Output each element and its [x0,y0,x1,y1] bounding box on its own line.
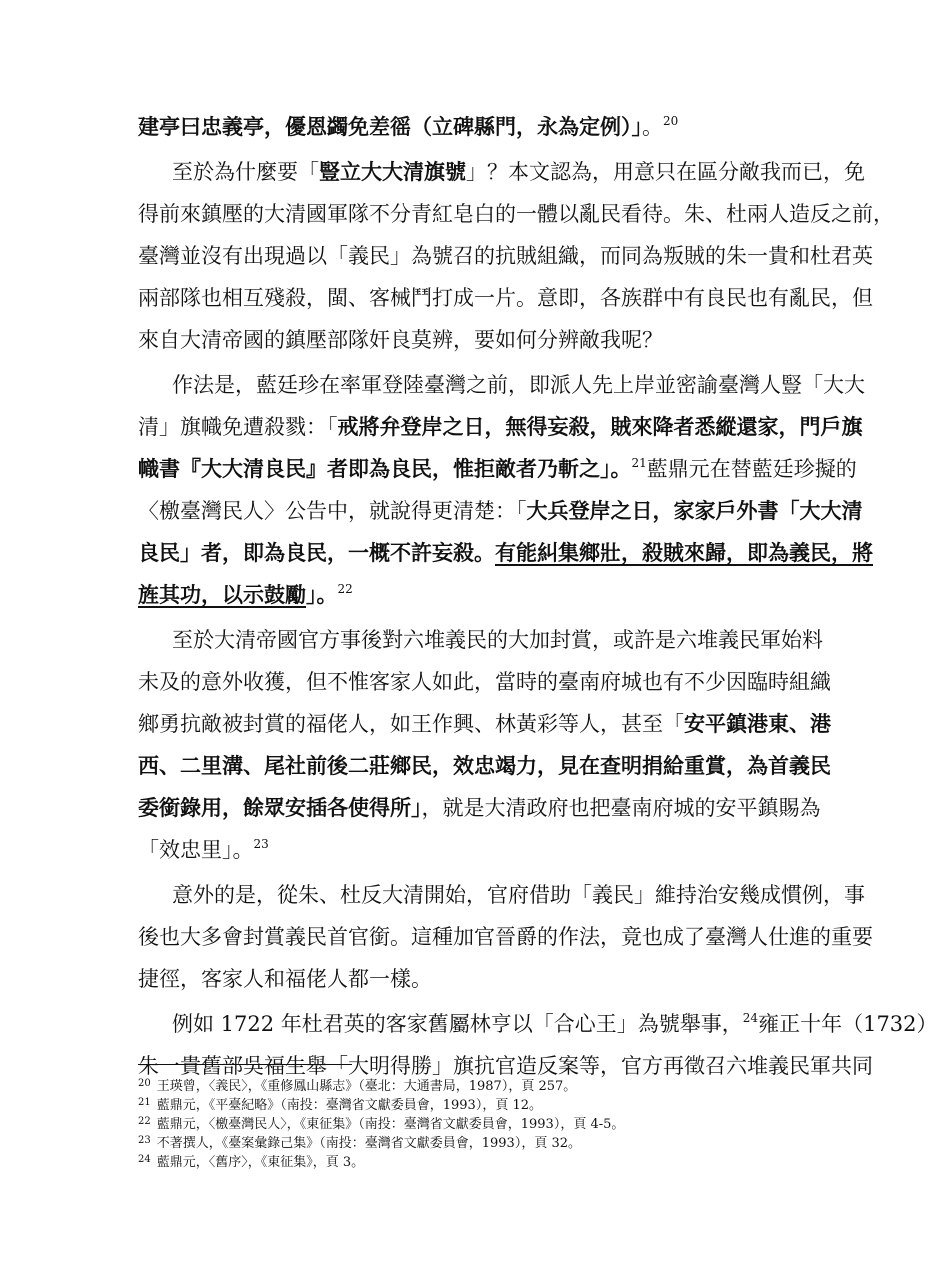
footnote [138,1112,778,1131]
body-line: 意外的是，從朱、杜反大清開始，官府借助「義民」維持治安幾成慣例，事 [172,883,865,907]
text: 例如 1722 年杜君英的客家舊屬林亨以「合心王」為號舉事， [172,1012,743,1036]
body-line [138,751,831,781]
body-line: 後也大多會封賞義民首官銜。這種加官晉爵的作法，竟也成了臺灣人仕進的重要 [138,925,873,949]
body-line: 兩部隊也相互殘殺，閩、客械鬥打成一片。意即，各族群中有良民也有亂民，但 [138,286,873,310]
footnote [138,1093,778,1112]
footnote-number: 22 [138,1116,151,1127]
bold-quote: 幟書『大大清良民』者即為良民，惟拒敵者乃斬之」。 [138,457,632,481]
bold-quote: 戒將弁登岸之日，無得妄殺，賊來降者悉縱還家，門戶旗 [337,415,863,439]
body-line [138,538,873,568]
body-line: 未及的意外收獲，但不惟客家人如此，當時的臺南府城也有不少因臨時組織 [138,670,831,694]
footnote-ref: 20 [663,114,679,128]
footnote-ref: 21 [631,456,647,470]
body-line [138,454,857,484]
text: 雍正十年（1732） [758,1012,938,1036]
text: 至於為什麼要「 [172,160,319,184]
body-line: 來自大清帝國的鎮壓部隊奸良莫辨，要如何分辨敵我呢？ [138,328,663,352]
body-line [172,1009,938,1039]
body-line [172,157,865,187]
bold-quote: 」。 [306,583,338,607]
bold-quote: 豎立大大清旗號 [319,160,466,184]
body-line: 得前來鎮壓的大清國軍隊不分青紅皂白的一體以亂民看待。朱、杜兩人造反之前， [138,202,894,226]
body-line [138,112,778,142]
footnote [138,1150,778,1169]
footnote-text: 王瑛曾，〈義民〉，《重修鳳山縣志》（臺北：大通書局，1987），頁 257。 [156,1079,577,1094]
text: 鄉勇抗敵被封賞的福佬人，如王作興、林黃彩等人，甚至「 [138,712,684,736]
body-line [138,412,863,442]
footnote-text: 藍鼎元，《平臺紀略》（南投：臺灣省文獻委員會，1993），頁 12。 [156,1098,542,1113]
text: ，就是大清政府也把臺南府城的安平鎮賜為 [421,796,821,820]
text: 清」旗幟免遭殺戮：「 [138,415,338,439]
body-line: 捷徑，客家人和福佬人都一樣。 [138,967,432,991]
bold-quote: 大兵登岸之日，家家戶外書「大大清 [526,499,863,523]
text: 朱一貴舊部吳福生舉「大明得勝」旗抗官造反案等，官方再徵召六堆義民軍共同 [138,1054,873,1078]
body-line: 至於大清帝國官方事後對六堆義民的大加封賞，或許是六堆義民軍始料 [172,628,823,652]
footnote-text: 藍鼎元，〈舊序〉，《東征集》，頁 3。 [156,1155,365,1170]
body-line [138,835,778,865]
underlined-quote: 旌其功，以示鼓勵 [138,583,306,607]
text: 。 [642,115,663,139]
body-line: 臺灣並沒有出現過以「義民」為號召的抗賊組織，而同為叛賊的朱一貴和杜君英 [138,244,873,268]
footnote-ref: 22 [337,582,353,596]
text: 「效忠里」。 [138,838,254,862]
footnote-number: 24 [138,1154,151,1165]
body-line [138,793,821,823]
bold-quote: 委銜錄用，餘眾安插各使得所」 [138,796,422,820]
underlined-quote: 有能糾集鄉壯，殺賊來歸，即為義民，將 [495,541,873,565]
footnote-number: 23 [138,1135,151,1146]
footnote [138,1131,778,1150]
text: 藍鼎元在替藍廷珍擬的 [646,457,857,481]
footnote-ref: 23 [253,837,269,851]
footnote-number: 20 [138,1078,151,1089]
footnote-number: 21 [138,1097,151,1108]
footnote-text: 不著撰人，《臺案彙錄己集》（南投：臺灣省文獻委員會，1993），頁 32。 [156,1136,581,1151]
body-line [138,1051,873,1081]
footnote-ref: 24 [742,1011,759,1025]
text: 」？本文認為，用意只在區分敵我而已，免 [466,160,865,184]
bold-quote: 建亭曰忠義亭，優恩蠲免差徭（立碑縣門，永為定例）」 [138,115,642,139]
text: 〈檄臺灣民人〉公告中，就說得更清楚：「 [138,499,527,523]
body-line: 作法是，藍廷珍在率軍登陸臺灣之前，即派人先上岸並密諭臺灣人豎「大大 [172,373,865,397]
body-line [138,496,863,526]
bold-quote: 安平鎮港東、港 [684,712,831,736]
body-line [138,580,778,610]
bold-quote: 良民」者，即為良民，一概不許妄殺。 [138,541,495,565]
footnote-text: 藍鼎元，〈檄臺灣民人〉，《東征集》（南投：臺灣省文獻委員會，1993），頁 4-5。 [156,1117,625,1132]
bold-quote: 西、二里溝、尾社前後二莊鄉民，效忠竭力，見在查明捐給重賞，為首義民 [138,754,831,778]
body-line [138,709,831,739]
